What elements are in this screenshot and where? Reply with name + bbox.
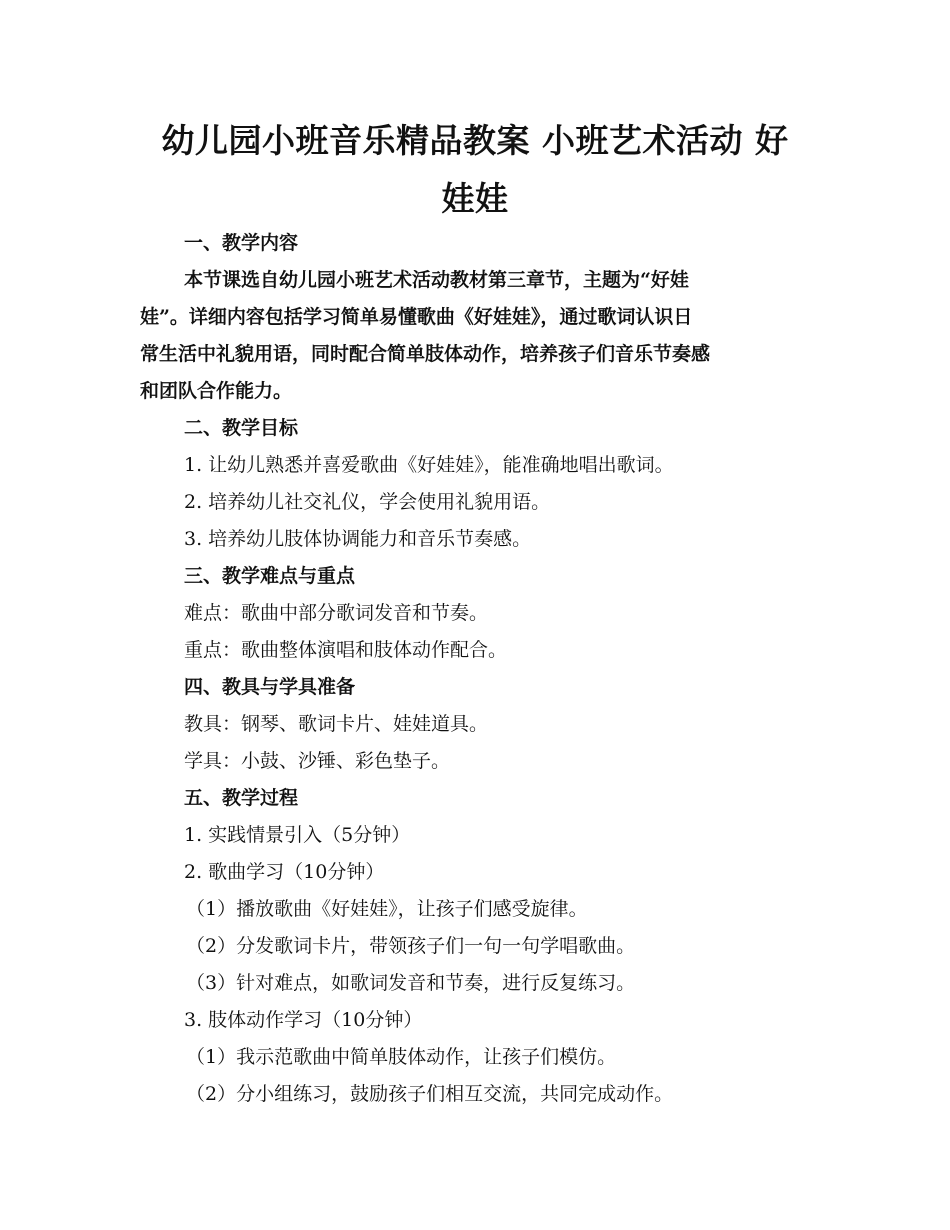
section-1-paragraph-line-1: 本节课选自幼儿园小班艺术活动教材第三章节，主题为“好娃 [184, 269, 689, 291]
section-3-heading: 三、教学难点与重点 [184, 565, 356, 587]
process-step-3: 3. 肢体动作学习（10分钟） [184, 1009, 423, 1031]
difficulty-text: 难点：歌曲中部分歌词发音和节奏。 [184, 602, 489, 624]
focus-text: 重点：歌曲整体演唱和肢体动作配合。 [184, 639, 508, 661]
section-1-paragraph-line-2: 娃”。详细内容包括学习简单易懂歌曲《好娃娃》，通过歌词认识日 [140, 306, 693, 328]
goal-item: 2. 培养幼儿社交礼仪，学会使用礼貌用语。 [184, 491, 551, 513]
goal-item: 1. 让幼儿熟悉并喜爱歌曲《好娃娃》，能准确地唱出歌词。 [184, 454, 674, 476]
process-step-1: 1. 实践情景引入（5分钟） [184, 824, 411, 846]
section-1-paragraph-line-3: 常生活中礼貌用语，同时配合简单肢体动作，培养孩子们音乐节奏感 [140, 343, 711, 365]
section-1-paragraph-line-4: 和团队合作能力。 [140, 380, 293, 402]
process-substep: （1）我示范歌曲中简单肢体动作，让孩子们模仿。 [186, 1046, 617, 1068]
section-2-heading: 二、教学目标 [184, 417, 299, 439]
document-title [140, 112, 810, 228]
process-step-2: 2. 歌曲学习（10分钟） [184, 861, 385, 883]
process-substep: （2）分发歌词卡片，带领孩子们一句一句学唱歌曲。 [186, 935, 636, 957]
process-substep: （1）播放歌曲《好娃娃》，让孩子们感受旋律。 [186, 898, 588, 920]
section-4-heading: 四、教具与学具准备 [184, 676, 356, 698]
process-substep: （2）分小组练习，鼓励孩子们相互交流，共同完成动作。 [186, 1083, 674, 1105]
process-substep: （3）针对难点，如歌词发音和节奏，进行反复练习。 [186, 972, 636, 994]
student-tools-text: 学具：小鼓、沙锤、彩色垫子。 [184, 750, 451, 772]
goal-item: 3. 培养幼儿肢体协调能力和音乐节奏感。 [184, 528, 532, 550]
section-5-heading: 五、教学过程 [184, 787, 299, 809]
title-line-1: 幼儿园小班音乐精品教案 小班艺术活动 好 [161, 121, 789, 160]
teacher-tools-text: 教具：钢琴、歌词卡片、娃娃道具。 [184, 713, 489, 735]
title-line-2: 娃娃 [441, 179, 509, 218]
section-1-heading: 一、教学内容 [184, 232, 299, 254]
